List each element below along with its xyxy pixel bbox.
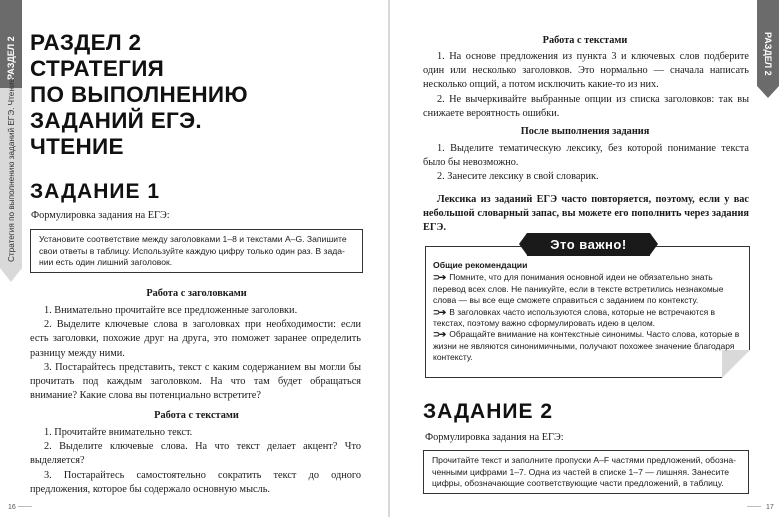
task-intro: Формулировка задания на ЕГЭ: — [425, 432, 564, 443]
task-box: Прочитайте текст и заполните пропуски A–F частями предложений, обозна- ченными цифрами 1–7. Одна из частей в списке 1–7 — лишняя. Занесите цифры, обозначающие соответствующие части предложений, в таблицу. — [423, 450, 749, 494]
texts-section-title: Работа с текстами — [154, 410, 239, 421]
double-arrow-icon: ⊃➔ — [433, 329, 446, 340]
headings-section-body: 1. Внимательно прочитайте все предложенные заголовки. 2. Выделите ключевые слова в заголовках при необходимости: если есть заголовки, похожие друг на друга, это поможет заранее определить разницу между ними. 3. Постарайтесь представить, текст с каким содержанием вы могли бы прочитать под каждым заголовком. На что там будет обращаться внимание? Какие слова вы потенциально встретите? — [30, 305, 361, 402]
side-tab-section: РАЗДЕЛ 2 — [6, 36, 16, 80]
task-heading: ЗАДАНИЕ 1 — [30, 180, 161, 203]
page-number: 16 — [8, 504, 16, 511]
side-tab-section — [763, 32, 773, 40]
task-intro: Формулировка задания на ЕГЭ: — [31, 210, 170, 221]
important-item: ⊃➔ В заголовках часто используются слова, которые не встречаются в текстах, поэтому важно сформулировать идею в целом. — [433, 306, 716, 329]
important-badge: Это важно! — [527, 233, 650, 256]
task-box: Установите соответствие между заголовками 1–8 и текстами A–G. Запишите свои ответы в таблицу. Используйте каждую цифру только один раз. В зада- нии есть один лишний заголовок. — [30, 229, 363, 273]
texts-section-title: Работа с текстами — [542, 35, 628, 46]
page-number: 17 — [766, 504, 774, 511]
section-title: РАЗДЕЛ 2 СТРАТЕГИЯ ПО ВЫПОЛНЕНИЮ ЗАДАНИЙ ЕГЭ. ЧТЕНИЕ — [30, 30, 248, 159]
important-title: Общие рекомендации — [433, 260, 528, 270]
headings-section-title: Работа с заголовками — [146, 288, 247, 299]
double-arrow-icon: ⊃➔ — [433, 306, 446, 317]
left-page — [0, 0, 388, 517]
important-content — [433, 260, 745, 364]
after-section-body: 1. Выделите тематическую лексику, без которой понимание текста было бы невозможно. 2. Занесите лексику в свой словарик. — [423, 143, 749, 183]
texts-section-body: 1. Прочитайте внимательно текст. 2. Выделите ключевые слова. На что текст делает акцент? Что выделяется? 3. Постарайтесь самостоятельно сократить текст до одного предложения, которое бы содержало основную мысль. — [30, 427, 361, 495]
side-tab — [0, 0, 22, 290]
important-item: ⊃➔ Помните, что для понимания основной идеи не обязательно знать перевод всех слов. Не паникуйте, если в тексте встретились незнакомые слова — вы все еще сможете справиться с заданием по контексту. — [433, 272, 724, 306]
side-tab-subtitle: Стратегия по выполнению заданий ЕГЭ. Чтение — [7, 78, 16, 262]
task-heading: ЗАДАНИЕ 2 — [423, 400, 554, 423]
after-section-title: После выполнения задания — [520, 126, 650, 137]
bold-note: Лексика из заданий ЕГЭ часто повторяется, поэтому, если у вас небольшой словарный запас, вы можете его пополнить через задания ЕГЭ. — [423, 194, 749, 234]
texts-section-body: 1. На основе предложения из пункта 3 и ключевых слов подберите один или несколько заголовков. Это нормально — сначала написать несколько опций, а потом исключить какие-то из них. 2. Не вычеркивайте выбранные опции из списка заголовков: так вы снижаете вероятность ошибки. — [423, 51, 749, 119]
double-arrow-icon: ⊃➔ — [433, 272, 446, 283]
important-item: ⊃➔ Обращайте внимание на контекстные синонимы. Часто слова, которые в жизни не являются синонимичными, получают похожее значение благодаря контексту. — [433, 329, 740, 363]
